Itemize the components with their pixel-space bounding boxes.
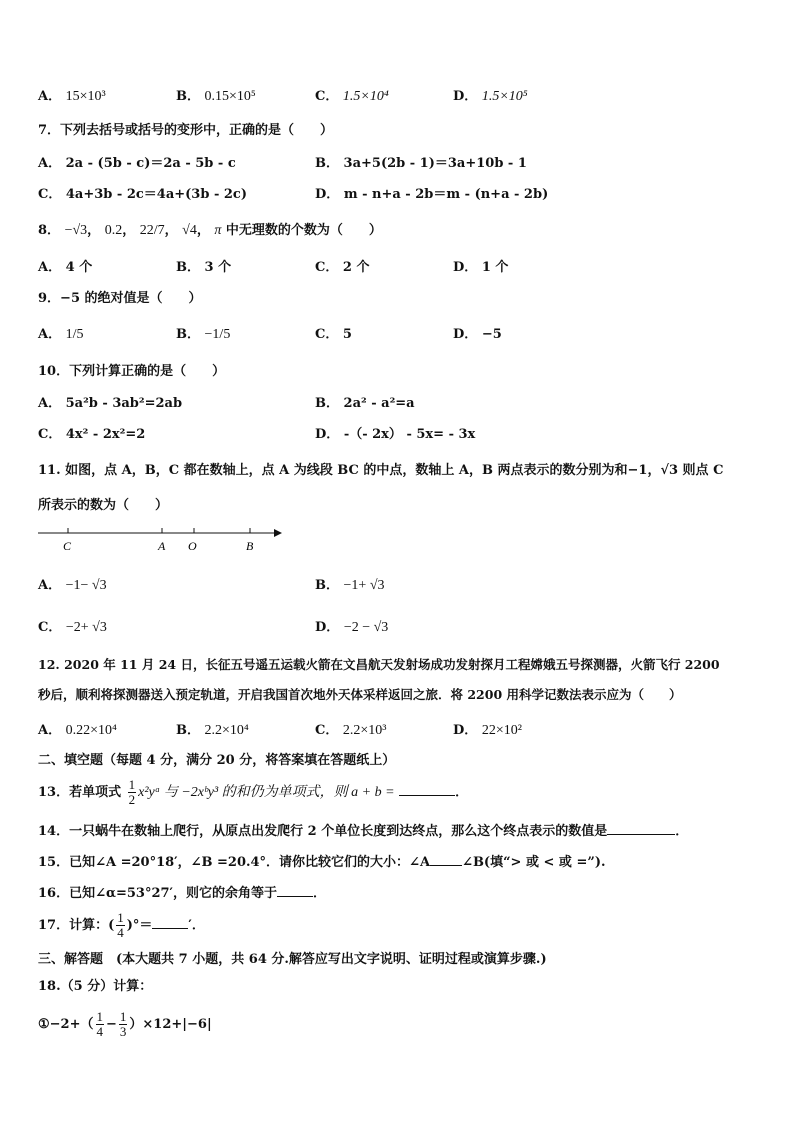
q8-item-1: −√3 bbox=[64, 223, 88, 238]
q8-option-d: D． 1 个 bbox=[453, 260, 509, 275]
q12-stem-line1: 12. 2020 年 11 月 24 日，长征五号遥五运载火箭在文昌航天发射场成功发射探月工程嫦娥五号探测器，火箭飞行 2200 bbox=[38, 657, 720, 672]
q17-fraction: $\frac{1}{4}$ bbox=[117, 910, 124, 940]
q17-answer-blank[interactable] bbox=[152, 915, 188, 929]
q12-option-d: D． 22×10² bbox=[453, 723, 522, 738]
q6-option-c: C． 1.5×10⁴ bbox=[315, 89, 389, 104]
q12-option-b: B． 2.2×10⁴ bbox=[176, 723, 249, 738]
section-3-heading: 三、解答题 (本大题共 7 小题，共 64 分.解答应写出文字说明、证明过程或演算步骤.) bbox=[38, 952, 547, 967]
q18-fraction-1: $\frac{1}{4}$ bbox=[96, 1009, 103, 1039]
q11-stem-line2: 所表示的数为（ ） bbox=[38, 498, 169, 513]
q7-option-c: C． 4a+3b - 2c＝4a+(3b - 2c) bbox=[38, 187, 248, 202]
q8-stem: 8． −√3， 0.2， 22/7， √4， π 中无理数的个数为（ ） bbox=[38, 223, 382, 238]
label-a: A bbox=[158, 539, 166, 553]
q16-answer-blank[interactable] bbox=[277, 883, 313, 897]
q7-option-b: B． 3a+5(2b - 1)＝3a+10b - 1 bbox=[315, 156, 527, 171]
q15: 15．已知∠A =20°18′，∠B =20.4°．请你比较它们的大小：∠A ∠B(填“> 或 < 或 =”). bbox=[38, 852, 606, 872]
q6-option-d: D． 1.5×10⁵ bbox=[453, 89, 528, 104]
q13: 13．若单项式 $\frac{1}{2}$ x²yᵃ 与 −2xᵇy³ 的和仍为单项式，则 a + b = ． bbox=[38, 777, 469, 807]
q9-option-d: D． −5 bbox=[453, 327, 502, 342]
q14: 14．一只蜗牛在数轴上爬行，从原点出发爬行 2 个单位长度到达终点，那么这个终点表示的数值是 ． bbox=[38, 821, 688, 841]
label-b: B bbox=[246, 539, 254, 553]
q11-option-b: B． −1+ √3 bbox=[315, 578, 385, 593]
q8-item-5: π bbox=[214, 223, 222, 238]
q11-option-a: A． −1− √3 bbox=[38, 578, 107, 593]
q8-option-a: A． 4 个 bbox=[38, 260, 93, 275]
q11-option-d: D． −2 − √3 bbox=[315, 620, 389, 635]
q13-fraction: $\frac{1}{2}$ bbox=[128, 777, 136, 807]
q12-stem-line2: 秒后，顺利将探测器送入预定轨道，开启我国首次地外天体采样返回之旅．将 2200 用科学记数法表示应为（ ） bbox=[38, 687, 682, 702]
q12-option-c: C． 2.2×10³ bbox=[315, 723, 387, 738]
q6-option-b: B． 0.15×10⁵ bbox=[176, 89, 256, 104]
q11-option-c: C． −2+ √3 bbox=[38, 620, 107, 635]
q18-heading: 18.（5 分）计算： bbox=[38, 979, 153, 994]
q9-option-c: C． 5 bbox=[315, 327, 352, 342]
q11-stem-line1: 11. 如图，点 A，B，C 都在数轴上，点 A 为线段 BC 的中点，数轴上 A，B 两点表示的数分别为和−1，√3 则点 C bbox=[38, 463, 724, 478]
label-c: C bbox=[63, 539, 72, 553]
number-line-figure bbox=[36, 524, 296, 560]
q9-option-b: B． −1/5 bbox=[176, 327, 231, 342]
q8-item-4: √4 bbox=[182, 223, 197, 238]
q9-option-a: A． 1/5 bbox=[38, 327, 84, 342]
section-2-heading: 二、填空题（每题 4 分，满分 20 分，将答案填在答题纸上） bbox=[38, 753, 396, 768]
q9-stem: 9．−5 的绝对值是（ ） bbox=[38, 291, 202, 306]
q18-expression: ①−2+（ $\frac{1}{4}$ − $\frac{1}{3}$ ）×12+|−6| bbox=[38, 1009, 212, 1039]
q10-stem: 10．下列计算正确的是（ ） bbox=[38, 364, 226, 379]
q10-option-a: A． 5a²b - 3ab²=2ab bbox=[38, 396, 183, 411]
q13-answer-blank[interactable] bbox=[399, 782, 455, 796]
q8-item-3: 22/7 bbox=[139, 223, 165, 238]
q18-fraction-2: $\frac{1}{3}$ bbox=[119, 1009, 127, 1039]
q16: 16．已知∠α=53°27′，则它的余角等于 ． bbox=[38, 883, 326, 903]
q10-option-b: B． 2a² - a²=a bbox=[315, 396, 415, 411]
q10-option-d: D． -（- 2x） - 5x= - 3x bbox=[315, 427, 476, 442]
q12-option-a: A． 0.22×10⁴ bbox=[38, 723, 117, 738]
q8-option-b: B． 3 个 bbox=[176, 260, 232, 275]
q10-option-c: C． 4x² - 2x²=2 bbox=[38, 427, 146, 442]
q7-option-a: A． 2a - (5b - c)＝2a - 5b - c bbox=[38, 156, 236, 171]
q17: 17．计算：( $\frac{1}{4}$ )°＝ ′． bbox=[38, 910, 205, 940]
label-o: O bbox=[188, 539, 197, 553]
q7-stem: 7．下列去括号或括号的变形中，正确的是（ ） bbox=[38, 123, 334, 138]
q15-answer-blank[interactable] bbox=[430, 852, 462, 866]
q8-option-c: C． 2 个 bbox=[315, 260, 370, 275]
q8-item-2: 0.2 bbox=[104, 223, 123, 238]
q7-option-d: D． m - n+a - 2b＝m - (n+a - 2b) bbox=[315, 187, 549, 202]
number-line-arrow-icon bbox=[274, 529, 282, 537]
q14-answer-blank[interactable] bbox=[607, 821, 675, 835]
q6-option-a: A． 15×10³ bbox=[38, 89, 106, 104]
